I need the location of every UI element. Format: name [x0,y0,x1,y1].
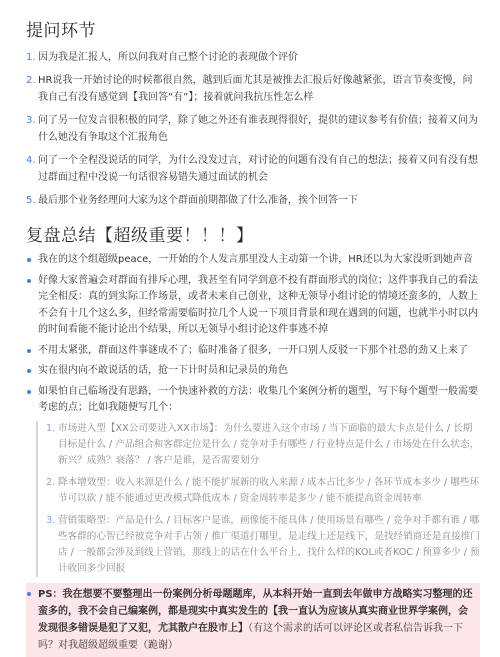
list-item: 2. HR说我一开始讨论的时候都很自然，越到后面尤其是被推去汇报后好像越紧张，语言节奏变慢，问我自己有没有感觉到【我回答“有”】；接着就问我抗压性怎么样 [26,75,473,103]
list-item: 1. 因为我是汇报人，所以问我对自己整个讨论的表现做个评价 [26,52,298,63]
ps-bold-text: PS：我在想要不要整理出一份案例分析母题题库，从本科开始一直到去年做申方战略实习整理的还蛮多的，我不会自己编案例，都是现实中真实发生的【我一直认为应该从真实商业世界学案例，会发现很多错误是犯了又犯，尤其散户在股市上】 [38,588,473,634]
bullet-icon [27,349,31,353]
bullet-icon [27,258,31,262]
list-item: 3. 问了另一位发言很积极的同学，除了她之外还有谁表现得很好，提供的建议参考有价值；接着又问为什么她没有争取这个汇报角色 [26,115,478,143]
section-title-review: 复盘总结【超级重要！！！】 [26,226,254,246]
case-quote-block [36,421,480,577]
question-list [26,49,480,209]
list-item: 不用太紧张，群面这件事谜成不了；临时准备了很多，一开口别人反驳一下那个社恐的劲又上来了 [26,343,480,360]
bullet-icon [27,279,31,283]
bullet-icon [27,369,31,373]
bullet-icon [27,592,31,596]
list-item: 5. 最后那个业务经理问大家为这个群面前期都做了什么准备，挨个回答一下 [26,195,358,206]
list-item: 我在的这个组超级peace，一开始的个人发言那里没人主动第一个讲，HR还以为大家没听到她声音 [26,252,480,269]
list-item: 如果怕自己临场没有思路，一个快速补救的方法：收集几个案例分析的题型，写下每个题型一般需要考虑的点；比如我随便写几个： [26,384,480,417]
ps-normal-text: （有这个需求的话可以评论区或者私信告诉我一下吗？对我超级超级重要（跪谢） [38,622,463,651]
list-item: 1. 市场进入型【XX公司要进入XX市场】：为什么要进入这个市场 / 当下面临的最大卡点是什么 / 长期目标是什么 / 产品组合和客群定位是什么 / 竞争对手有哪些 / 行业特点是什么 / 市场处在什么状态，新兴？成熟？衰落？ / 客户是谁，是否需要划分 [46,422,480,466]
list-item: 2. 降本增效型：收入来源是什么 / 能不能扩展新的收入来源 / 成本占比多少 / 各环节成本多少 / 哪些环节可以砍 / 能不能通过更改模式降低成本 / 资金周转率是多少 / 能不能提高资金周转率 [46,476,480,504]
list-item: 4. 问了一个全程没说话的同学，为什么没发过言，对讨论的问题有没有自己的想法；接着又问有没有想过群面过程中没说一句话很容易错失通过面试的机会 [26,155,478,183]
list-item: 好像大家普遍会对群面有排斥心理，我甚至有同学到意不投有群面形式的岗位；这件事我自己的看法完全相反：真的到实际工作场景，或者未来自己创业，这种无领导小组讨论的情境还蛮多的，人数上不会有十几个这么多，但经常需要临时拉几个人说一下项目背景和现在遇到的问题，也就半小时以内的时间看能不能讨论出个结果，所以无领导小组讨论这件事逃不掉 [26,273,480,339]
summary-list [26,252,480,417]
ps-note [26,583,480,657]
list-item: 3. 营销策略型：产品是什么 / 目标客户是谁，画像能不能具体 / 使用场景有哪些 / 竞争对手都有谁 / 哪些客群的心智已经被竞争对手占领 / 推广渠道打哪里，是走线上还是线下，是找经销商还是直接推门店 / 一般都会涉及到线上营销，那线上的话在什么平台上，找什么样的KOL或者KOC / 预算多少 / 预计收回多少回报 [46,514,480,574]
section-title-questions: 提问环节 [26,21,96,41]
bullet-icon [27,390,31,394]
list-item: 实在很内向不敢说话的话，抢一下计时员和记录员的角色 [26,363,480,380]
